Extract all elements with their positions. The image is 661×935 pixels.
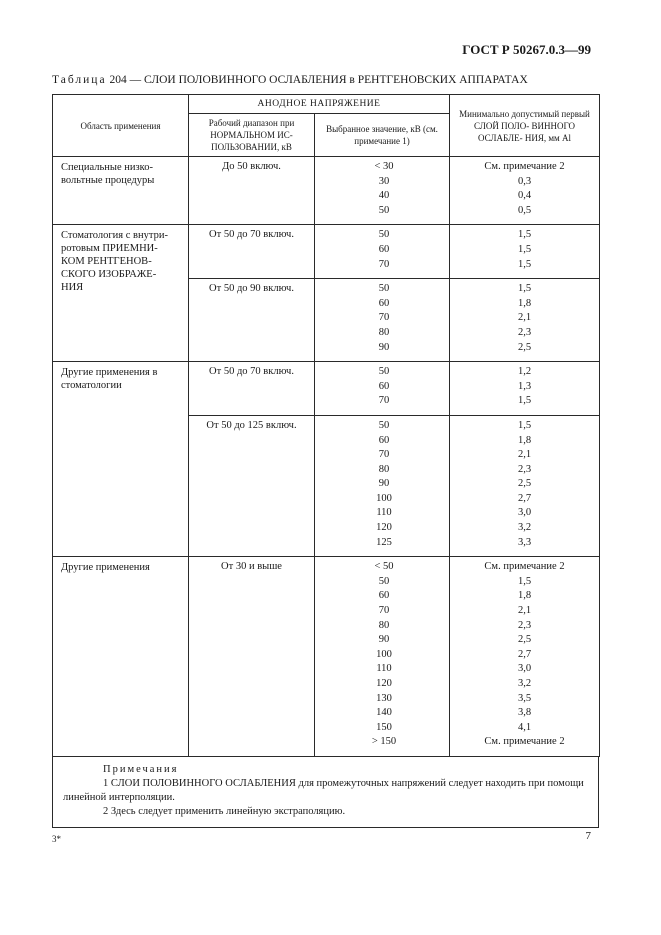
selected-value: 40 [378, 190, 390, 202]
selected-value: 90 [378, 341, 390, 353]
operating-range-cell: От 50 до 70 включ. [189, 362, 315, 416]
selected-value: 100 [376, 492, 392, 504]
note-1: 1 СЛОИ ПОЛОВИННОГО ОСЛАБЛЕНИЯ для промежуточных напряжений следует находить при помощи линейной интерполяции. [63, 778, 584, 803]
min-layer-value: 0,5 [517, 204, 532, 216]
selected-value: 60 [378, 590, 390, 602]
application-area-cell [53, 157, 189, 225]
min-layer-value: 2,3 [517, 463, 532, 475]
notes-section [52, 757, 599, 828]
selected-value: 70 [378, 258, 390, 270]
min-layer-cell [450, 279, 600, 362]
column-header-area: Область применения [53, 95, 189, 157]
min-layer-value: 3,2 [517, 522, 532, 534]
min-layer-cell [450, 157, 600, 225]
application-area-line: КОМ РЕНТГЕНОВ- [61, 256, 152, 268]
application-area-line: Другие применения [61, 562, 150, 574]
table-title-text: 204 — СЛОИ ПОЛОВИННОГО ОСЛАБЛЕНИЯ в РЕНТГЕНОВСКИХ АППАРАТАХ [109, 74, 528, 86]
application-area-line: Стоматология с внутри- [61, 230, 168, 242]
selected-value: 90 [378, 634, 390, 646]
table-row [53, 225, 600, 279]
selected-value-cell [315, 557, 450, 757]
min-layer-value: 2,3 [517, 326, 532, 338]
min-layer-value: 1,3 [517, 380, 532, 392]
min-layer-value: 1,5 [517, 575, 532, 587]
application-area-line: Другие применения в [61, 367, 158, 379]
min-layer-value: 2,5 [517, 478, 532, 490]
min-layer-value: 2,7 [517, 492, 532, 504]
min-layer-value: 3,2 [517, 678, 532, 689]
min-layer-value: 3,0 [517, 663, 532, 675]
selected-value: 90 [378, 478, 390, 490]
selected-value: < 50 [374, 561, 394, 573]
selected-value: 50 [378, 204, 390, 216]
selected-value: 125 [376, 536, 392, 548]
min-layer-value: 3,0 [517, 507, 532, 519]
operating-range-cell: От 50 до 90 включ. [189, 279, 315, 362]
selected-value-cell [315, 157, 450, 225]
min-layer-value: 3,5 [517, 692, 532, 704]
notes-title: Примечания [103, 764, 179, 775]
selected-value: 70 [378, 395, 390, 407]
operating-range-cell: От 50 до 125 включ. [189, 415, 315, 556]
min-layer-value: 1,8 [517, 297, 532, 309]
column-header-range: Рабочий диапазон при НОРМАЛЬНОМ ИС- ПОЛЬЗОВАНИИ, кВ [189, 114, 315, 157]
min-layer-value: См. примечание 2 [484, 161, 565, 172]
selected-value: 110 [376, 663, 392, 675]
selected-value: 120 [376, 678, 392, 689]
min-layer-value: 1,8 [517, 434, 532, 446]
min-layer-cell [450, 225, 600, 279]
selected-value: > 150 [371, 736, 397, 748]
selected-value: 130 [376, 692, 392, 704]
selected-value: 60 [378, 434, 390, 446]
column-header-selected: Выбранное значение, кВ (см. примечание 1) [315, 114, 450, 157]
half-value-layer-table [52, 94, 600, 757]
footer-mark: 3* [52, 834, 61, 844]
min-layer-value: 2,5 [517, 634, 532, 646]
table-title [52, 74, 528, 86]
min-layer-value: 2,3 [517, 619, 532, 631]
operating-range-cell: От 50 до 70 включ. [189, 225, 315, 279]
selected-value: 80 [378, 619, 390, 631]
min-layer-value: 1,2 [517, 366, 532, 378]
selected-value: 70 [378, 449, 390, 461]
application-area-line: Специальные низко- [61, 162, 153, 173]
operating-range-cell: До 50 включ. [189, 157, 315, 225]
selected-value: 100 [376, 648, 392, 660]
application-area-line: вольтные процедуры [61, 175, 155, 186]
application-area-line: стоматологии [61, 380, 122, 392]
selected-value: 60 [378, 243, 390, 255]
application-area-cell [53, 362, 189, 557]
selected-value: 50 [378, 575, 390, 587]
selected-value: 70 [378, 312, 390, 324]
min-layer-value: См. примечание 2 [484, 736, 565, 748]
min-layer-value: 2,1 [517, 449, 532, 461]
min-layer-value: 2,1 [517, 312, 532, 324]
min-layer-value: См. примечание 2 [484, 561, 565, 573]
min-layer-value: 1,5 [517, 243, 532, 255]
column-header-min-layer: Минимально допустимый первый СЛОЙ ПОЛО- ВИННОГО ОСЛАБЛЕ- НИЯ, мм Al [450, 95, 600, 157]
selected-value-cell [315, 279, 450, 362]
selected-value: < 30 [374, 161, 394, 172]
table-row [53, 362, 600, 416]
min-layer-value: 1,5 [517, 419, 532, 431]
selected-value-cell [315, 362, 450, 416]
min-layer-cell [450, 557, 600, 757]
document-code: ГОСТ Р 50267.0.3—99 [462, 42, 591, 57]
application-area-line: НИЯ [61, 282, 84, 294]
min-layer-cell [450, 362, 600, 416]
table-title-prefix: Таблица [52, 74, 107, 86]
selected-value: 30 [378, 175, 390, 187]
min-layer-value: 0,3 [517, 175, 532, 187]
selected-value: 50 [378, 419, 390, 431]
selected-value: 140 [376, 707, 392, 719]
selected-value: 70 [378, 605, 390, 617]
selected-value: 110 [376, 507, 392, 519]
selected-value: 80 [378, 463, 390, 475]
table-row [53, 157, 600, 225]
selected-value: 150 [376, 721, 392, 733]
selected-value: 80 [378, 326, 390, 338]
application-area-cell [53, 225, 189, 362]
selected-value-cell [315, 415, 450, 556]
min-layer-value: 3,3 [517, 536, 532, 548]
selected-value: 120 [376, 522, 392, 534]
min-layer-cell [450, 415, 600, 556]
selected-value: 50 [378, 229, 390, 241]
min-layer-value: 2,7 [517, 648, 532, 660]
min-layer-value: 3,8 [517, 707, 532, 719]
column-header-anode-voltage: АНОДНОЕ НАПРЯЖЕНИЕ [189, 95, 450, 114]
selected-value-cell [315, 225, 450, 279]
min-layer-value: 2,5 [517, 341, 532, 353]
application-area-cell [53, 557, 189, 757]
min-layer-value: 1,5 [517, 258, 532, 270]
selected-value: 60 [378, 380, 390, 392]
header-row-1 [53, 95, 600, 114]
min-layer-value: 0,4 [517, 190, 532, 202]
selected-value: 50 [378, 283, 390, 295]
min-layer-value: 1,5 [517, 283, 532, 295]
min-layer-value: 2,1 [517, 605, 532, 617]
min-layer-value: 1,5 [517, 229, 532, 241]
min-layer-value: 1,8 [517, 590, 532, 602]
application-area-line: СКОГО ИЗОБРАЖЕ- [61, 269, 157, 281]
selected-value: 50 [378, 366, 390, 378]
selected-value: 60 [378, 297, 390, 309]
min-layer-value: 4,1 [517, 721, 532, 733]
min-layer-value: 1,5 [517, 395, 532, 407]
application-area-line: ротовым ПРИЕМНИ- [61, 243, 158, 255]
table-row [53, 557, 600, 757]
note-2: 2 Здесь следует применить линейную экстраполяцию. [103, 806, 346, 817]
operating-range-cell: От 30 и выше [189, 557, 315, 757]
page-number: 7 [585, 830, 591, 842]
